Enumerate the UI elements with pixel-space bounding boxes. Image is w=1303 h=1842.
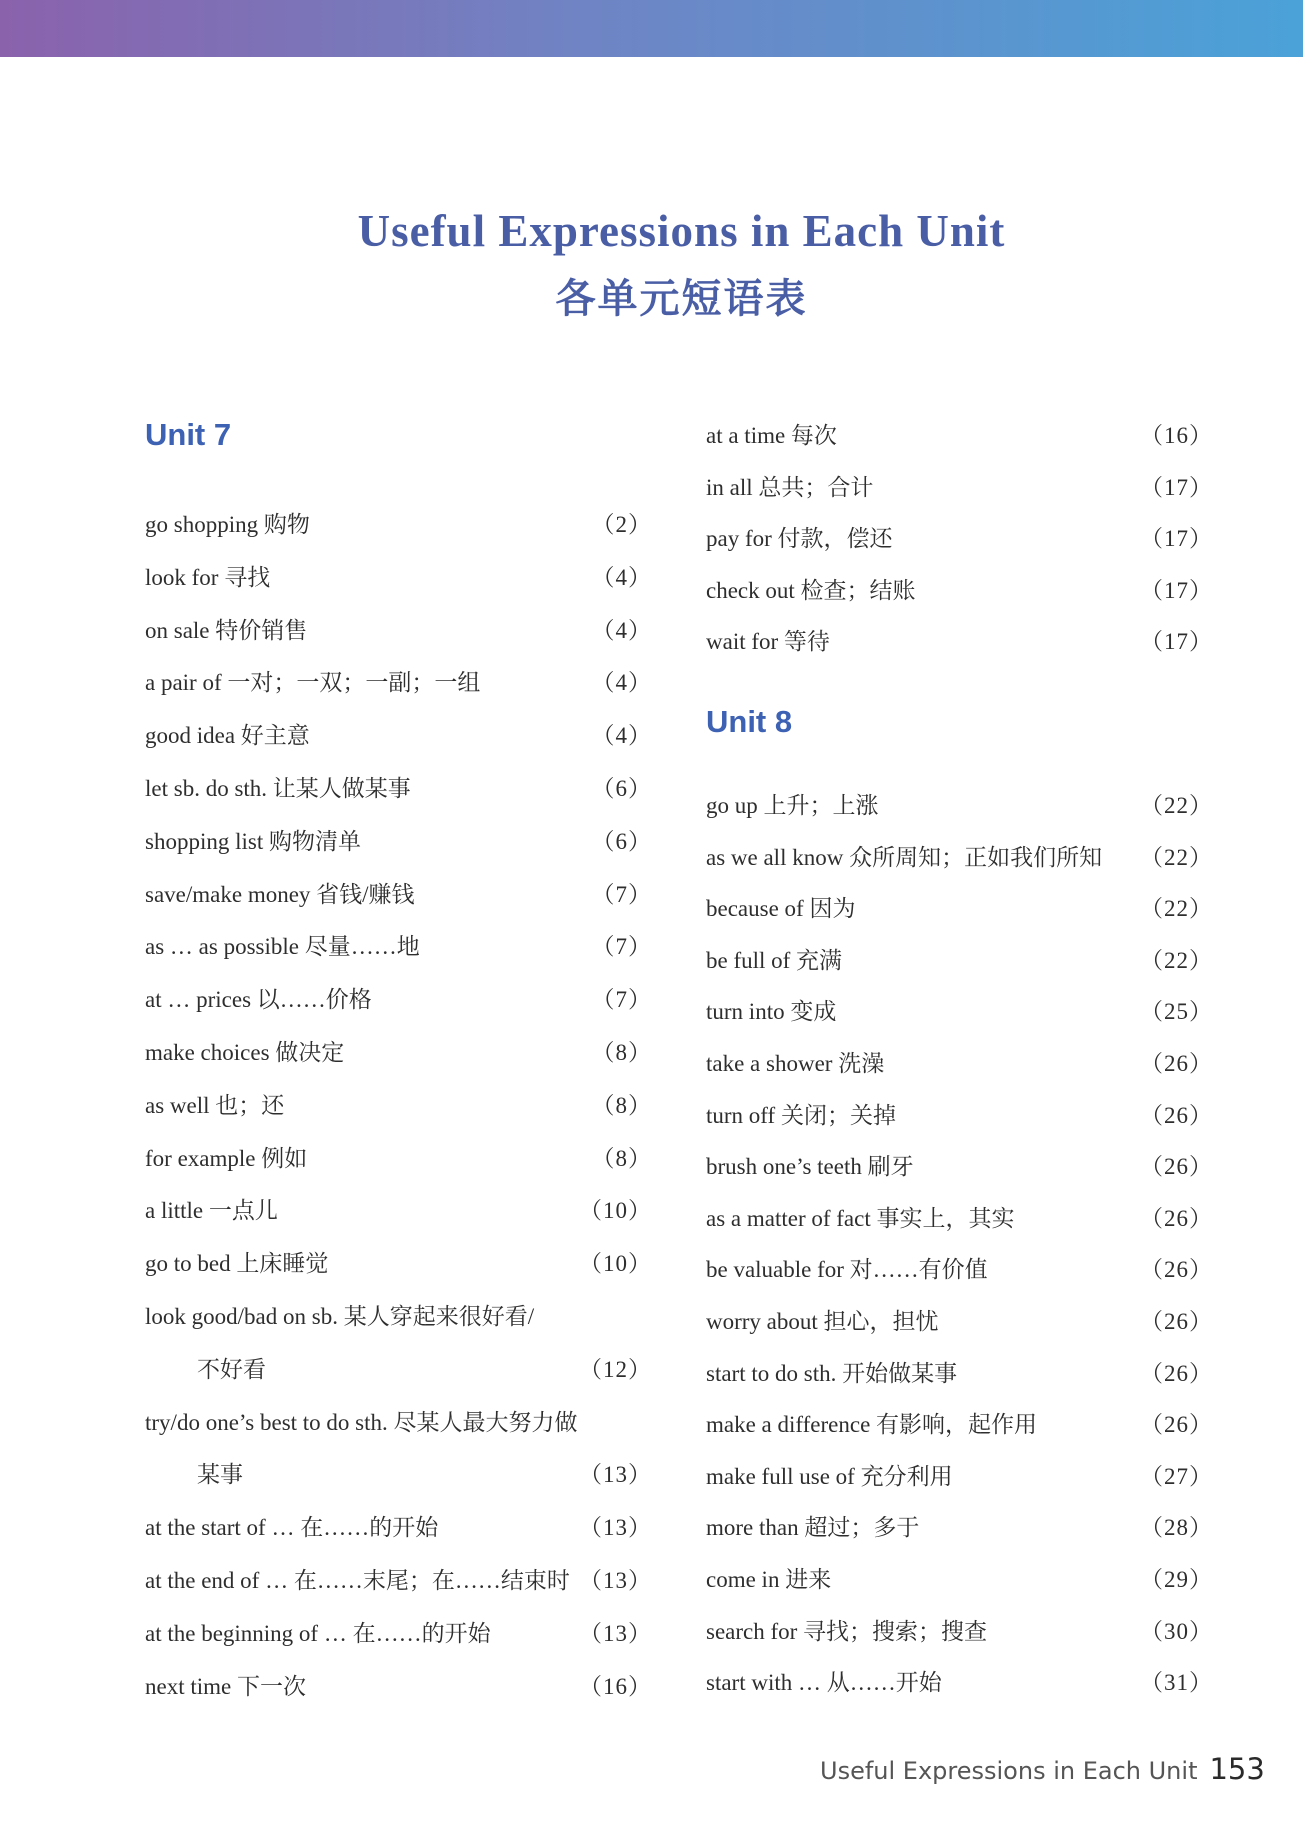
expression-text: shopping list 购物清单 — [145, 828, 361, 854]
expression-text: in all 总共；合计 — [706, 474, 874, 500]
page-reference: （27） — [1140, 1463, 1213, 1489]
expression-text: start with … 从……开始 — [706, 1670, 942, 1696]
expression-text: a little 一点儿 — [145, 1198, 278, 1224]
expression-text: as we all know 众所周知；正如我们所知 — [706, 844, 1103, 870]
expression-row — [145, 877, 652, 913]
expression-text: turn into 变成 — [706, 999, 837, 1025]
page-number: 153 — [1209, 1752, 1265, 1786]
page-reference: （26） — [1140, 1102, 1213, 1128]
expression-row — [706, 1356, 1213, 1392]
page-reference: （16） — [579, 1673, 652, 1699]
expression-text: a pair of 一对；一双；一副；一组 — [145, 670, 481, 696]
expression-text: search for 寻找；搜索；搜查 — [706, 1618, 988, 1644]
expression-text: go up 上升；上涨 — [706, 793, 879, 818]
expression-row — [706, 418, 1213, 454]
page-reference: （12） — [579, 1356, 652, 1382]
page-title-english: Useful Expressions in Each Unit — [357, 206, 1006, 256]
expression-text: at a time 每次 — [706, 423, 837, 448]
expression-row — [706, 1098, 1213, 1134]
page-reference: （26） — [1140, 1257, 1213, 1283]
page-reference: （26） — [1140, 1360, 1213, 1386]
expression-row — [145, 771, 652, 807]
expression-text: let sb. do sth. 让某人做某事 — [145, 776, 411, 801]
expression-text: because of 因为 — [706, 896, 856, 922]
expression-text: pay for 付款，偿还 — [706, 526, 893, 551]
expression-row — [706, 1665, 1213, 1701]
expression-text: on sale 特价销售 — [145, 617, 308, 643]
expression-row — [706, 1510, 1213, 1546]
expression-row — [145, 1352, 652, 1388]
page-reference: （7） — [591, 934, 652, 960]
page-reference: （29） — [1140, 1567, 1213, 1592]
page-reference: （22） — [1140, 844, 1213, 870]
expression-text: next time 下一次 — [145, 1673, 306, 1699]
expression-row — [145, 1299, 652, 1335]
expression-row — [145, 560, 652, 596]
page-reference: （7） — [591, 987, 652, 1013]
expression-row — [145, 824, 652, 860]
page-footer — [820, 1752, 1265, 1786]
expression-text: make choices 做决定 — [145, 1040, 345, 1065]
expression-row — [145, 1035, 652, 1071]
expression-row — [706, 994, 1213, 1030]
expression-text: look good/bad on sb. 某人穿起来很好看/ — [145, 1304, 535, 1329]
expression-text: try/do one’s best to do sth. 尽某人最大努力做 — [145, 1409, 578, 1435]
page-reference: （4） — [591, 617, 652, 643]
expression-row — [706, 1201, 1213, 1237]
page-reference: （6） — [591, 776, 652, 801]
page-reference: （2） — [591, 512, 652, 537]
page-reference: （8） — [591, 1092, 652, 1118]
expression-row — [706, 788, 1213, 824]
page-reference: （13） — [579, 1515, 652, 1541]
expression-row — [145, 1088, 652, 1124]
expression-row — [145, 1510, 652, 1546]
expression-row — [145, 982, 652, 1018]
expression-row — [706, 943, 1213, 979]
expression-row — [145, 1563, 652, 1599]
page-reference: （28） — [1140, 1515, 1213, 1541]
expression-row — [145, 1193, 652, 1229]
expression-row — [706, 1304, 1213, 1340]
expression-row — [706, 1459, 1213, 1495]
unit-8-heading: Unit 8 — [706, 704, 793, 739]
expression-text: at the beginning of … 在……的开始 — [145, 1620, 491, 1646]
expression-row — [706, 1562, 1213, 1598]
page-reference: （17） — [1140, 629, 1213, 654]
expression-row — [706, 840, 1213, 876]
expression-text: take a shower 洗澡 — [706, 1051, 885, 1076]
expression-text: 不好看 — [197, 1356, 266, 1382]
page-reference: （10） — [579, 1198, 652, 1224]
page-reference: （26） — [1140, 1412, 1213, 1438]
page-reference: （22） — [1140, 793, 1213, 818]
expression-text: as … as possible 尽量……地 — [145, 934, 420, 960]
expression-text: wait for 等待 — [706, 629, 830, 654]
expression-text: as well 也；还 — [145, 1092, 285, 1118]
page-reference: （4） — [591, 670, 652, 696]
page-title-chinese: 各单元短语表 — [555, 276, 808, 322]
page-reference: （8） — [591, 1145, 652, 1171]
page-reference: （4） — [591, 723, 652, 749]
expression-text: come in 进来 — [706, 1567, 832, 1592]
page-reference: （17） — [1140, 526, 1213, 551]
unit-7-heading: Unit 7 — [145, 417, 232, 452]
expression-text: save/make money 省钱/赚钱 — [145, 881, 415, 907]
page-reference: （22） — [1140, 896, 1213, 922]
expression-row — [706, 1046, 1213, 1082]
page-reference: （26） — [1140, 1154, 1213, 1180]
expression-text: worry about 担心，担忧 — [706, 1309, 939, 1334]
expression-row — [706, 521, 1213, 557]
page-reference: （26） — [1140, 1205, 1213, 1231]
expression-row — [145, 929, 652, 965]
page-reference: （7） — [591, 881, 652, 907]
expression-text: as a matter of fact 事实上，其实 — [706, 1205, 1015, 1231]
expression-row — [706, 624, 1213, 660]
page-reference: （25） — [1140, 999, 1213, 1025]
top-color-band — [0, 0, 1303, 57]
expression-row — [145, 507, 652, 543]
page-reference: （6） — [591, 828, 652, 854]
expression-text: be full of 充满 — [706, 947, 843, 973]
expression-text: more than 超过；多于 — [706, 1515, 920, 1541]
expression-row — [706, 1614, 1213, 1650]
footer-running-title: Useful Expressions in Each Unit — [820, 1757, 1198, 1785]
expression-row — [145, 1141, 652, 1177]
page-reference: （26） — [1140, 1309, 1213, 1334]
expression-row — [706, 1252, 1213, 1288]
page-reference: （17） — [1140, 577, 1213, 603]
page-reference: （10） — [579, 1251, 652, 1277]
page-reference: （17） — [1140, 474, 1213, 500]
expression-text: make full use of 充分利用 — [706, 1463, 953, 1489]
page-reference: （8） — [591, 1040, 652, 1065]
expression-text: be valuable for 对……有价值 — [706, 1257, 988, 1283]
expression-text: good idea 好主意 — [145, 723, 310, 749]
expression-text: start to do sth. 开始做某事 — [706, 1360, 958, 1386]
expression-text: at … prices 以……价格 — [145, 987, 372, 1013]
expression-text: check out 检查；结账 — [706, 577, 916, 603]
expression-row — [145, 1246, 652, 1282]
expression-row — [145, 1669, 652, 1705]
page-reference: （31） — [1140, 1670, 1213, 1696]
page-reference: （4） — [591, 564, 652, 590]
expression-row — [706, 1407, 1213, 1443]
expression-row — [145, 1616, 652, 1652]
expression-row — [706, 1149, 1213, 1185]
expression-text: go to bed 上床睡觉 — [145, 1251, 329, 1277]
page-reference: （13） — [579, 1462, 652, 1488]
expression-text: turn off 关闭；关掉 — [706, 1102, 896, 1128]
page-reference: （22） — [1140, 947, 1213, 973]
expression-row — [145, 613, 652, 649]
expression-row — [706, 891, 1213, 927]
page-reference: （30） — [1140, 1618, 1213, 1644]
expression-row — [145, 1405, 652, 1441]
expression-text: go shopping 购物 — [145, 512, 310, 537]
expression-text: for example 例如 — [145, 1145, 308, 1171]
expression-row — [706, 573, 1213, 609]
expression-text: at the end of … 在……末尾；在……结束时 — [145, 1568, 570, 1593]
page-reference: （26） — [1140, 1051, 1213, 1076]
expression-row — [145, 665, 652, 701]
expression-row — [145, 1457, 652, 1493]
expression-text: at the start of … 在……的开始 — [145, 1515, 439, 1541]
expression-text: 某事 — [197, 1462, 243, 1488]
expression-text: look for 寻找 — [145, 564, 271, 590]
expression-row — [706, 470, 1213, 506]
expression-text: brush one’s teeth 刷牙 — [706, 1154, 914, 1180]
expression-text: make a difference 有影响，起作用 — [706, 1412, 1038, 1438]
page-reference: （16） — [1140, 423, 1213, 448]
expression-row — [145, 718, 652, 754]
page-reference: （13） — [579, 1620, 652, 1646]
page-reference: （13） — [579, 1568, 652, 1593]
